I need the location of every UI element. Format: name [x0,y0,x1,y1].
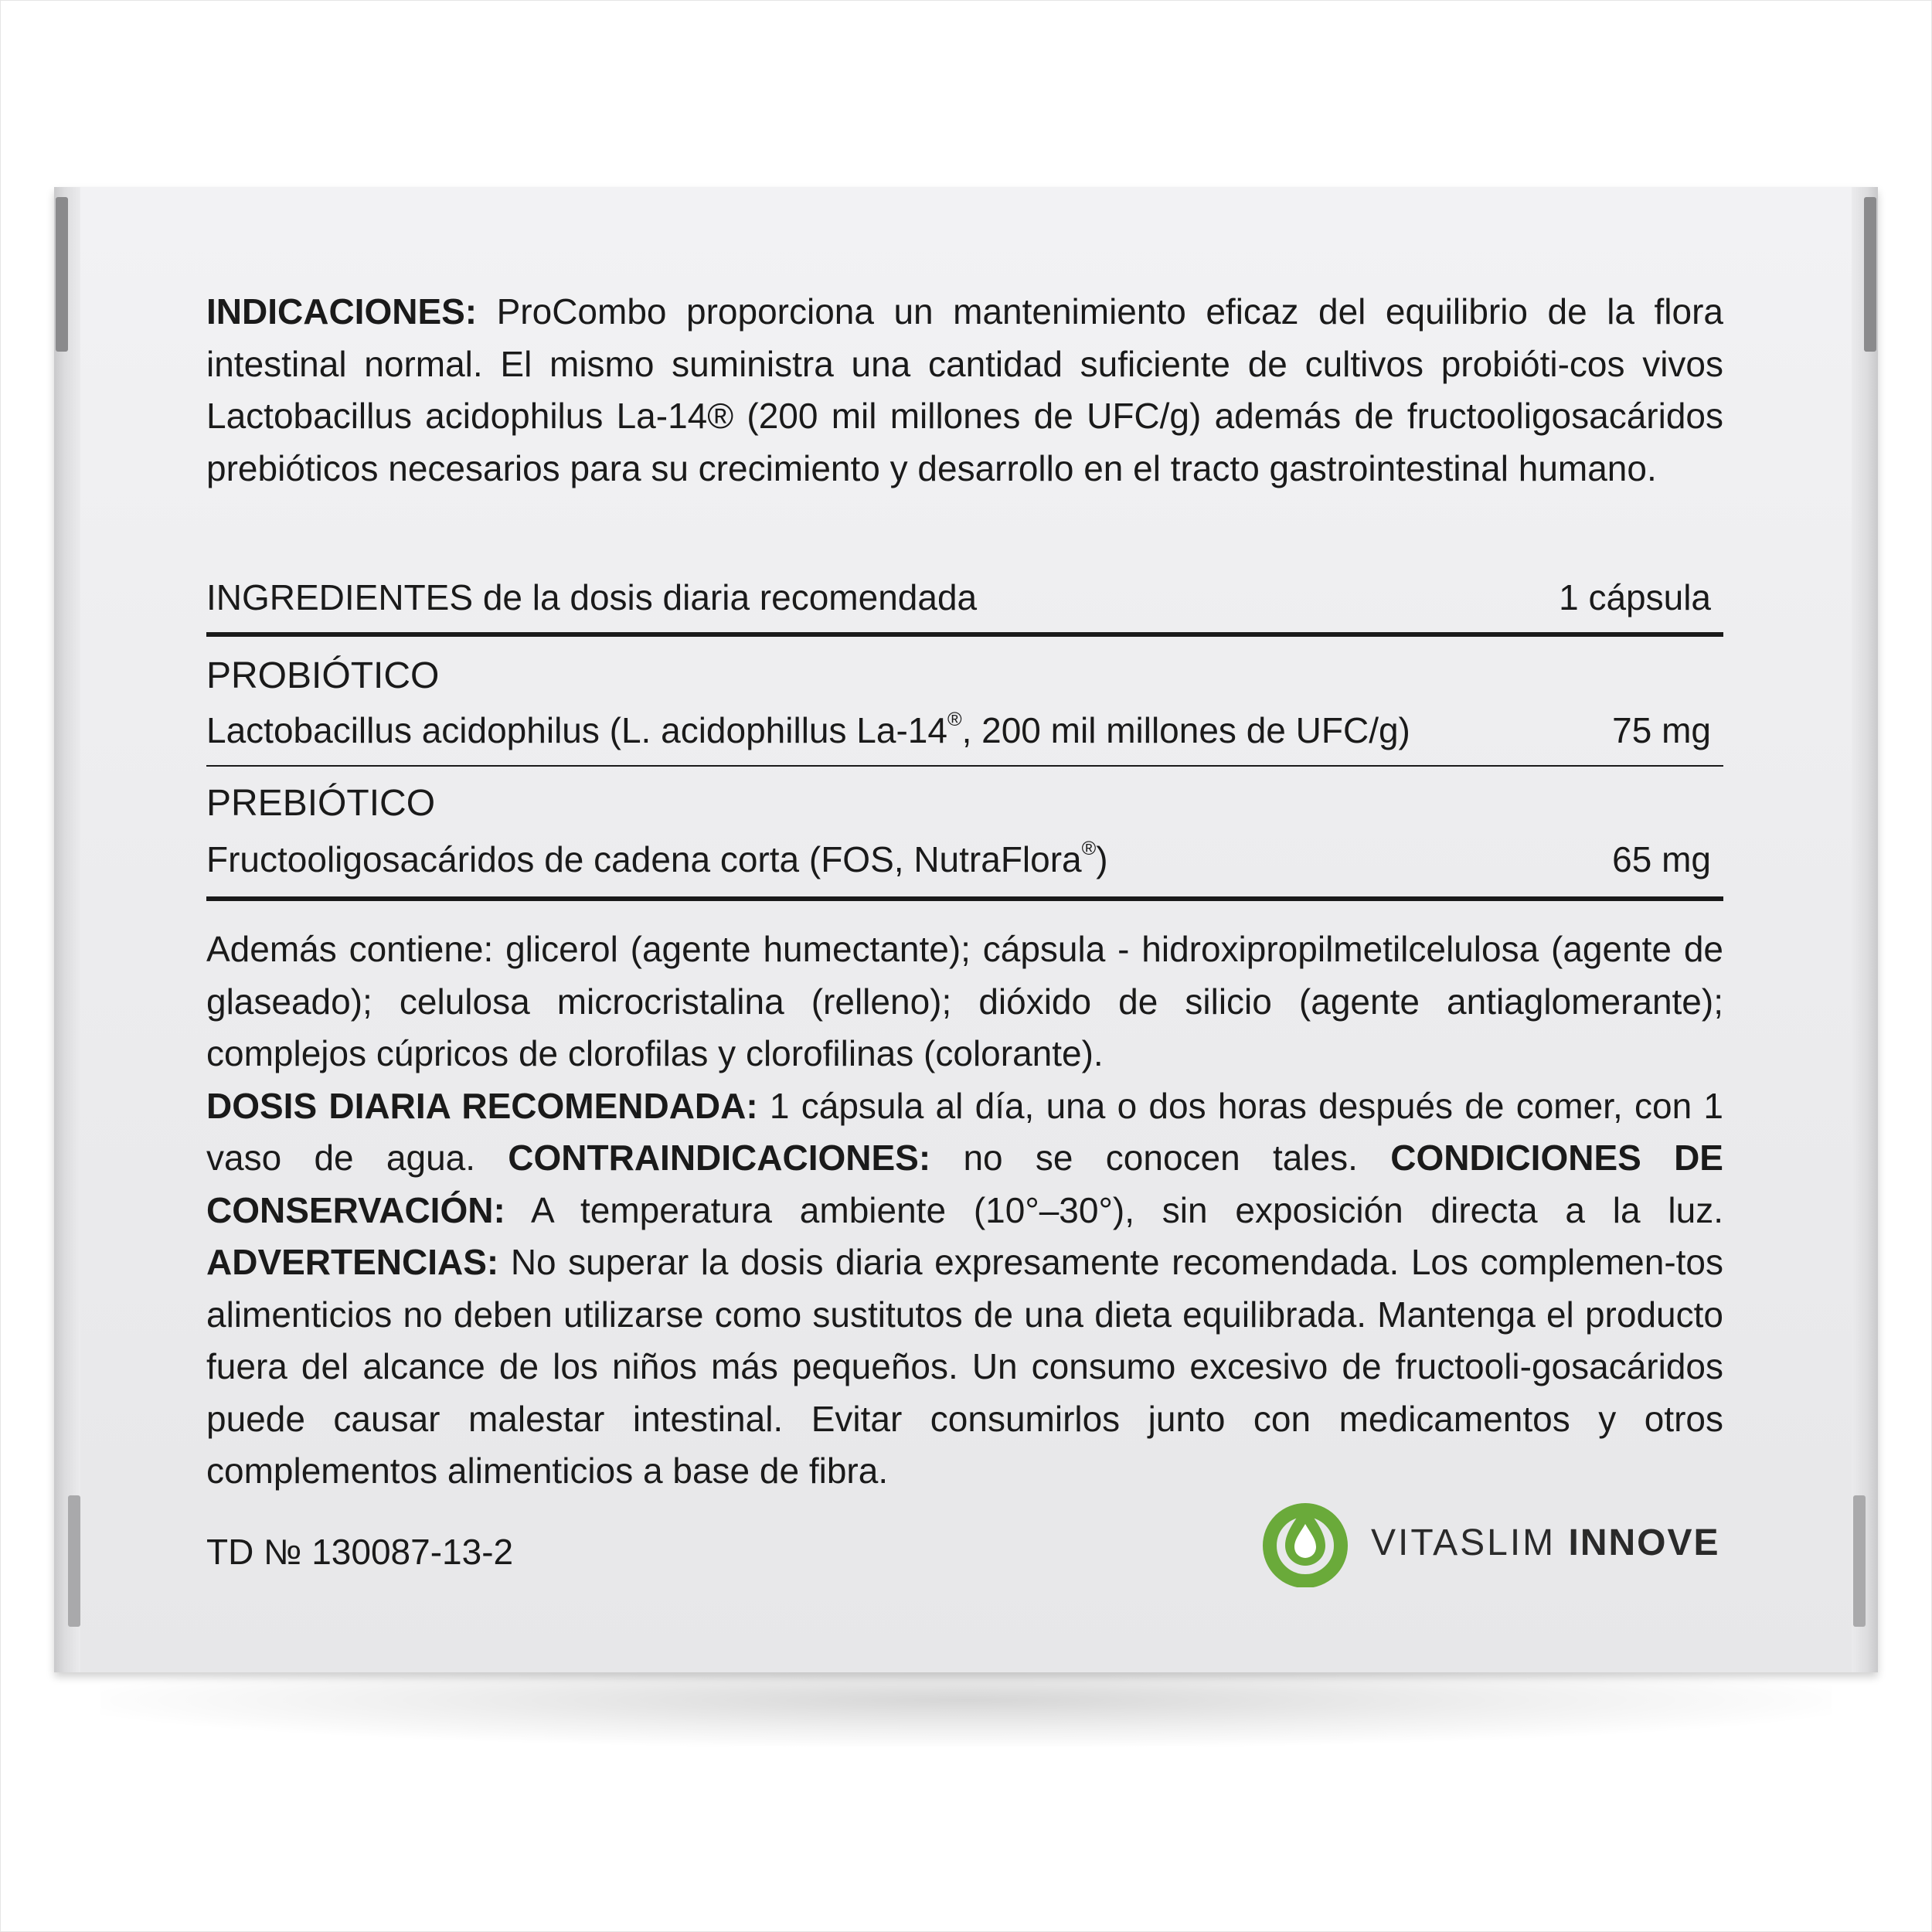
ingredients-table-header [206,572,1711,623]
table-rule-bottom [206,896,1723,901]
table-rule-middle [206,765,1723,767]
indicaciones-label: INDICACIONES: [206,291,478,332]
advertencias-text: No superar la dosis diaria expresamente recomendada. Los complemen-tos alimenticios no deben utilizarse como sustitutos de una dieta equilibrada. Mantenga el producto fuera del alcance de los niños más pequeños. Un consumo excesivo de fructooli-gosacáridos puede causar malestar intestinal. Evitar consumirlos junto con medicamentos y otros complementos alimenticios a base de fibra. [206,1242,1723,1491]
probiotico-amount: 75 mg [1612,710,1711,750]
prebiotico-item: Fructooligosacáridos de cadena corta (FOS, NutraFlora®) [206,838,1108,879]
conservacion-text: A temperatura ambiente (10°–30°), sin exposición directa a la luz. [505,1189,1723,1230]
green-drop-ring-icon [1262,1501,1349,1587]
contraindicaciones-label: CONTRAINDICACIONES: [508,1138,931,1178]
ademas-paragraph [206,923,1723,1080]
brand-name-light: VITASLIM [1371,1522,1569,1563]
prebiotico-row [206,836,1711,883]
box-flap-left-top [56,197,68,352]
prebiotico-amount: 65 mg [1612,839,1711,879]
box-flap-right-top [1864,197,1876,352]
details-paragraph [206,1080,1723,1498]
indicaciones-paragraph [206,286,1723,495]
dosis-text: 1 cápsula al día, una o dos horas después de comer, con 1 vaso de agua. [206,1085,1723,1178]
indicaciones-text: ProCombo proporciona un mantenimiento eficaz del equilibrio de la flora intestinal normal. El mismo suministra una cantidad suficiente de cultivos probióti-cos vivos Lactobacillus acidophilus La-14® (200 mil millones de UFC/g) además de fructooligosacáridos prebióticos necesarios para su crecimiento y desarrollo en el tracto gastrointestinal humano. [206,291,1723,488]
indicaciones-section [206,286,1723,495]
brand-name [1371,1519,1720,1567]
box-flap-left-bottom [68,1495,80,1627]
dosis-label: DOSIS DIARIA RECOMENDADA: [206,1085,758,1126]
td-number: TD № 130087-13-2 [206,1532,514,1572]
table-rule-top [206,632,1723,637]
lower-text-section [206,923,1723,1498]
probiotico-title: PROBIÓTICO [206,655,440,696]
probiotico-item: Lactobacillus acidophilus (L. acidophillus La-14®, 200 mil millones de UFC/g) [206,709,1410,750]
contraindicaciones-text: no se conocen tales. [930,1138,1391,1178]
probiotico-row [206,707,1711,753]
ademas-text: Además contiene: glicerol (agente humectante); cápsula - hidroxipropilmetilcelulosa (agente de glaseado); celulosa microcristalina (relleno); dióxido de silicio (agente antiaglomerante); complejos cúpricos de clorofilas y clorofilinas (colorante). [206,929,1723,1073]
ingredients-header-label: INGREDIENTES de la dosis diaria recomendada [206,577,978,617]
brand-logo-block [1262,1501,1726,1586]
conservacion-label: CONDICIONES DE CONSERVACIÓN: [206,1138,1723,1230]
box-flap-right-bottom [1853,1495,1866,1627]
prebiotico-title: PREBIÓTICO [206,783,436,824]
brand-name-bold: INNOVE [1568,1522,1720,1563]
advertencias-label: ADVERTENCIAS: [206,1242,499,1282]
ingredients-header-dose: 1 cápsula [1559,577,1711,617]
